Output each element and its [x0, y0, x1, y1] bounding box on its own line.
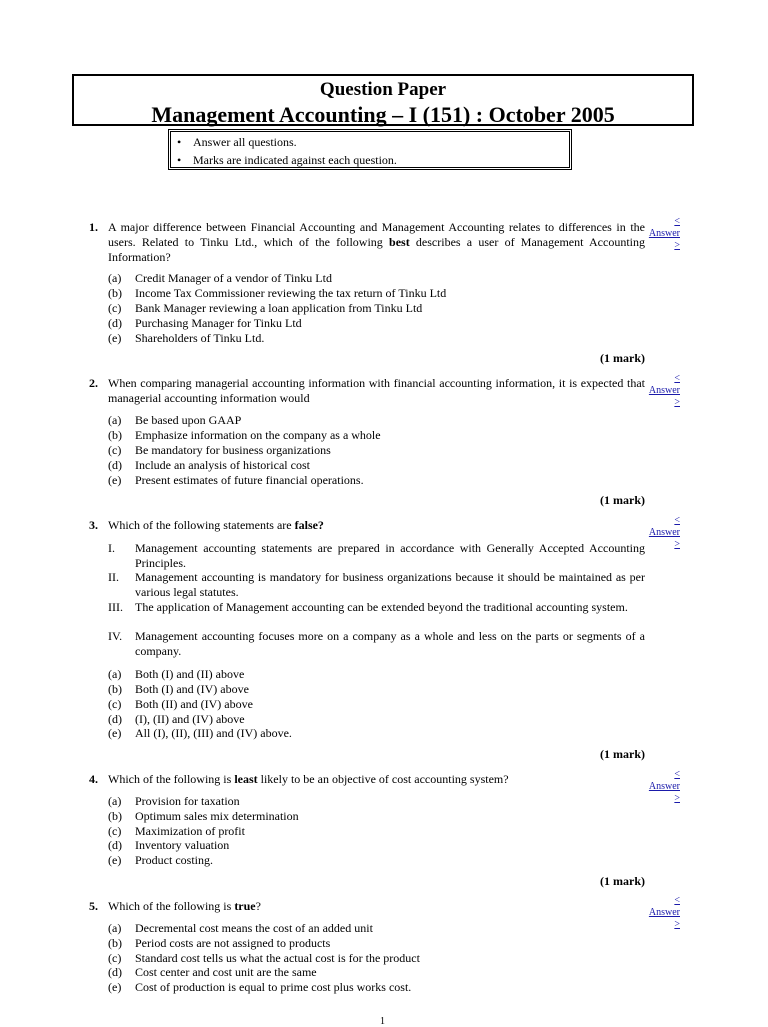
answer-link[interactable]: < Answer >	[648, 769, 680, 804]
statement-i: I. Management accounting statements are prepared in accordance with Generally Accepted Accounting Principles.	[108, 541, 645, 570]
marks-label: (1 mark)	[600, 874, 645, 888]
answer-link[interactable]: < Answer >	[648, 373, 680, 408]
instruction-item: • Answer all questions.	[193, 133, 569, 151]
answer-link[interactable]: < Answer >	[648, 895, 680, 930]
answer-link[interactable]: < Answer >	[648, 216, 680, 251]
option-c: (c) Be mandatory for business organizations	[108, 443, 331, 457]
marks-label: (1 mark)	[600, 493, 645, 507]
question-text: When comparing managerial accounting information with financial accounting information, it is expected that managerial accounting information would	[108, 376, 645, 405]
option-e: (e) Present estimates of future financial operations.	[108, 473, 364, 487]
marks-label: (1 mark)	[600, 351, 645, 365]
option-e: (e) Cost of production is equal to prime cost plus works cost.	[108, 980, 412, 994]
question-text: Which of the following is least likely to be an objective of cost accounting system?	[108, 772, 509, 786]
option-e: (e) Product costing.	[108, 853, 213, 867]
option-c: (c) Standard cost tells us what the actual cost is for the product	[108, 951, 420, 965]
page-number: 1	[380, 1016, 385, 1027]
option-a: (a) Both (I) and (II) above	[108, 667, 245, 681]
question-number: 5.	[89, 899, 98, 913]
instruction-item: • Marks are indicated against each question.	[193, 151, 569, 169]
statement-iii: III. The application of Management accounting can be extended beyond the traditional accounting system.	[108, 600, 628, 614]
option-c: (c) Maximization of profit	[108, 824, 245, 838]
answer-link[interactable]: < Answer >	[648, 515, 680, 550]
option-b: (b) Period costs are not assigned to products	[108, 936, 331, 950]
option-a: (a) Be based upon GAAP	[108, 413, 242, 427]
title-box	[72, 74, 694, 126]
option-c: (c) Both (II) and (IV) above	[108, 697, 253, 711]
marks-label: (1 mark)	[600, 747, 645, 761]
question-text: A major difference between Financial Accounting and Management Accounting relates to differences in the users. Related to Tinku Ltd., which of the following best describes a user of Management Accounting Information?	[108, 220, 645, 264]
question-number: 3.	[89, 518, 98, 532]
option-b: (b) Optimum sales mix determination	[108, 809, 299, 823]
option-d: (d) Cost center and cost unit are the same	[108, 965, 317, 979]
question-number: 4.	[89, 772, 98, 786]
option-b: (b) Income Tax Commissioner reviewing the tax return of Tinku Ltd	[108, 286, 447, 300]
option-d: (d) (I), (II) and (IV) above	[108, 712, 245, 726]
option-e: (e) All (I), (II), (III) and (IV) above.	[108, 726, 292, 740]
option-d: (d) Inventory valuation	[108, 838, 230, 852]
option-b: (b) Emphasize information on the company as a whole	[108, 428, 381, 442]
statement-iv: IV. Management accounting focuses more on a company as a whole and less on the parts or segments of a company.	[108, 629, 645, 658]
question-text: Which of the following statements are false?	[108, 518, 324, 532]
paper-subtitle: Management Accounting – I (151) : October 2005	[151, 102, 615, 127]
statement-ii: II. Management accounting is mandatory for business organizations because it should be maintained as per various legal statutes.	[108, 570, 645, 599]
instructions-box	[168, 129, 572, 170]
option-b: (b) Both (I) and (IV) above	[108, 682, 249, 696]
option-c: (c) Bank Manager reviewing a loan application from Tinku Ltd	[108, 301, 423, 315]
option-a: (a) Decremental cost means the cost of an added unit	[108, 921, 373, 935]
question-number: 2.	[89, 376, 98, 390]
question-number: 1.	[89, 220, 98, 234]
option-e: (e) Shareholders of Tinku Ltd.	[108, 331, 265, 345]
option-d: (d) Purchasing Manager for Tinku Ltd	[108, 316, 302, 330]
option-a: (a) Credit Manager of a vendor of Tinku Ltd	[108, 271, 332, 285]
question-text: Which of the following is true?	[108, 899, 261, 913]
option-d: (d) Include an analysis of historical cost	[108, 458, 310, 472]
option-a: (a) Provision for taxation	[108, 794, 240, 808]
page-title: Question Paper	[319, 79, 447, 100]
